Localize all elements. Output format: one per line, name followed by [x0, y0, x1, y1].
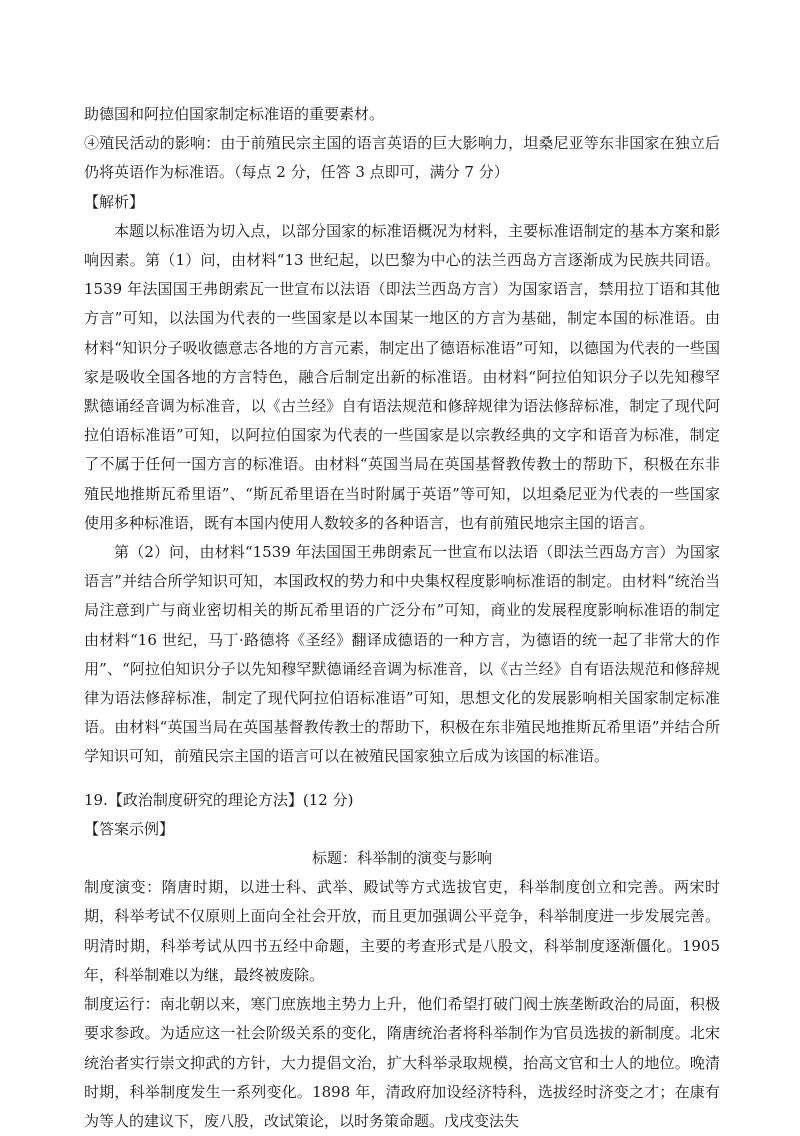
answer-example-heading: 【答案示例】 [84, 819, 175, 838]
continuation-line: 助德国和阿拉伯国家制定标准语的重要素材。 [84, 105, 385, 123]
question-19-section [84, 786, 720, 1136]
evolution-paragraph: 制度演变：隋唐时期，以进士科、武举、殿试等方式选拔官吏，科举制度创立和完善。两宋时期，科举考试不仅原则上面向全社会开放，而且更加强调公平竞争，科举制度进一步发展完善。明清时期，科举考试从四书五经中命题，主要的考查形式是八股文，科举制度逐渐僵化。1905 年，科举制难以为继，最终被废除。 [84, 878, 720, 984]
analysis-paragraph-2: 第（2）问，由材料“1539 年法国国王弗朗索瓦一世宣布以法语（即法兰西岛方言）为国家语言”并结合所学知识可知，本国政权的势力和中央集权程度影响标准语的制定。由材料“统治当局注意到广与商业密切相关的斯瓦希里语的广泛分布”可知，商业的发展程度影响标准语的制定由材料“16 世纪，马丁·路德将《圣经》翻译成德语的一种方言，为德语的统一起了非常大的作用”、“阿拉伯知识分子以先知穆罕默德诵经音调为标准音，以《古兰经》自有语法规范和修辞规律为语法修辞标准，制定了现代阿拉伯语标准语”可知，思想文化的发展影响相关国家制定标准语。由材料“英国当局在英国基督教传教士的帮助下，积极在东非殖民地推斯瓦希里语”并结合所学知识可知，前殖民宗主国的语言可以在被殖民国家独立后成为该国的标准语。 [84, 543, 720, 766]
analysis-heading: 【解析】 [84, 192, 145, 211]
operation-paragraph: 制度运行：南北朝以来，寒门庶族地主势力上升，他们希望打破门阀士族垄断政治的局面，积极要求参政。为适应这一社会阶级关系的变化，隋唐统治者将科举制作为官员选拔的新制度。北宋统治者实行崇文抑武的方针，大力提倡文治，扩大科举录取规模，抬高文官和士人的地位。晚清时期，科举制度发生一系列变化。1898 年，清政府加设经济特科，选拔经时济变之才；在康有为等人的建议下，废八股，改试策论，以时务策命题。戊戌变法失 [84, 995, 720, 1130]
question-19-heading: 19.【政治制度研究的理论方法】(12 分) [84, 790, 354, 809]
analysis-paragraph-1: 本题以标准语为切入点，以部分国家的标准语概况为材料，主要标准语制定的基本方案和影响因素。第（1）问，由材料“13 世纪起，以巴黎为中心的法兰西岛方言逐渐成为民族共同语。1539 年法国国王弗朗索瓦一世宣布以法语（即法兰西岛方言）为国家语言，禁用拉丁语和其他方言”可知，以法国为代表的一些国家是以本国某一地区的方言为基础，制定本国的标准语。由材料“知识分子吸收德意志各地的方言元素，制定出了德语标准语”可知，以德国为代表的一些国家是吸收全国各地的方言特色，融合后制定出新的标准语。由材料“阿拉伯知识分子以先知穆罕默德诵经音调为标准音，以《古兰经》自有语法规范和修辞规律为语法修辞标准，制定了现代阿拉伯语标准语”可知，以阿拉伯国家为代表的一些国家是以宗教经典的文字和语音为标准，制定了不属于任何一国方言的标准语。由材料“英国当局在英国基督教传教士的帮助下，积极在东非殖民地推斯瓦希里语”、“斯瓦希里语在当时附属于英语”等可知，以坦桑尼亚为代表的一些国家使用多种标准语，既有本国内使用人数较多的各种语言，也有前殖民地宗主国的语言。 [84, 221, 720, 532]
answer-section [84, 100, 720, 772]
essay-title: 标题：科举制的演变与影响 [311, 849, 492, 868]
answer-point-4: ④殖民活动的影响：由于前殖民宗主国的语言英语的巨大影响力，坦桑尼亚等东非国家在独立后仍将英语作为标准语。（每点 2 分，任答 3 点即可，满分 7 分） [84, 134, 720, 182]
